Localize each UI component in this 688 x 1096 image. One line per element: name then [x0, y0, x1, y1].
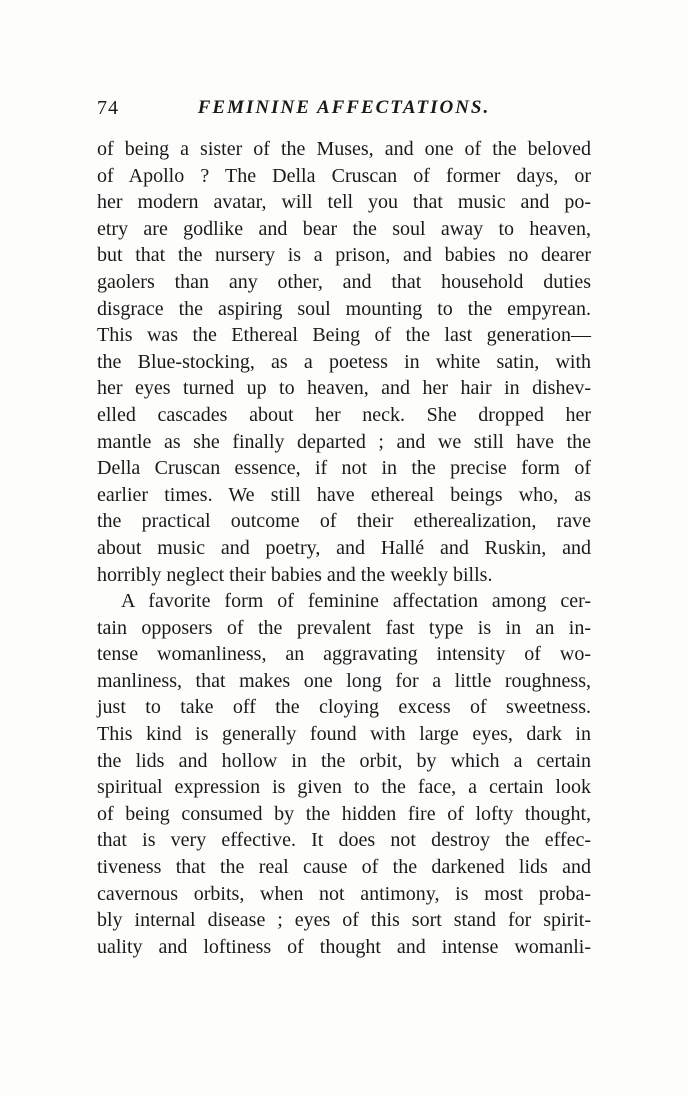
text-line: etry are godlike and bear the soul away to heaven,	[97, 217, 591, 240]
text-line: This was the Ethereal Being of the last generation—	[97, 324, 591, 347]
text-line: tain opposers of the prevalent fast type is in an in-	[97, 616, 591, 639]
text-line: of being a sister of the Muses, and one of the beloved	[97, 138, 591, 160]
text-line: disgrace the aspiring soul mounting to the empyrean.	[97, 297, 591, 320]
text-line: of Apollo ? The Della Cruscan of former days, or	[97, 164, 591, 187]
text-line: the Blue-stocking, as a poetess in white satin, with	[97, 350, 591, 373]
page-text	[97, 136, 591, 960]
running-title: FEMININE AFFECTATIONS.	[197, 97, 491, 118]
text-line: mantle as she finally departed ; and we still have the	[97, 430, 591, 453]
text-line: of being consumed by the hidden fire of lofty thought,	[97, 802, 591, 825]
text-line: her eyes turned up to heaven, and her hair in dishev-	[97, 377, 591, 400]
text-line: Della Cruscan essence, if not in the precise form of	[97, 457, 591, 480]
text-line: gaolers than any other, and that household duties	[97, 270, 591, 293]
text-line: cavernous orbits, when not antimony, is most proba-	[97, 882, 591, 905]
text-line: A favorite form of feminine affectation among cer-	[121, 590, 591, 613]
text-line: manliness, that makes one long for a little roughness,	[97, 669, 591, 692]
text-line: This kind is generally found with large eyes, dark in	[97, 723, 591, 746]
text-line: about music and poetry, and Hallé and Ruskin, and	[97, 536, 591, 559]
text-line: just to take off the cloying excess of sweetness.	[97, 696, 591, 719]
text-line: that is very effective. It does not destroy the effec-	[97, 829, 591, 852]
text-line: tense womanliness, an aggravating intensity of wo-	[97, 643, 591, 666]
text-line: earlier times. We still have ethereal beings who, as	[97, 483, 591, 506]
text-line: spiritual expression is given to the face, a certain look	[97, 776, 591, 799]
text-line: the practical outcome of their etherealization, rave	[97, 510, 591, 533]
text-line: her modern avatar, will tell you that music and po-	[97, 191, 591, 214]
text-line: tiveness that the real cause of the darkened lids and	[97, 856, 591, 879]
text-line: elled cascades about her neck. She dropped her	[97, 403, 591, 426]
running-header	[97, 96, 591, 120]
text-line: horribly neglect their babies and the weekly bills.	[97, 563, 493, 586]
text-line: bly internal disease ; eyes of this sort stand for spirit-	[97, 909, 591, 932]
text-line: uality and loftiness of thought and intense womanli-	[97, 935, 591, 958]
page-number: 74	[97, 97, 119, 119]
text-line: but that the nursery is a prison, and babies no dearer	[97, 244, 591, 267]
text-line: the lids and hollow in the orbit, by which a certain	[97, 749, 591, 772]
